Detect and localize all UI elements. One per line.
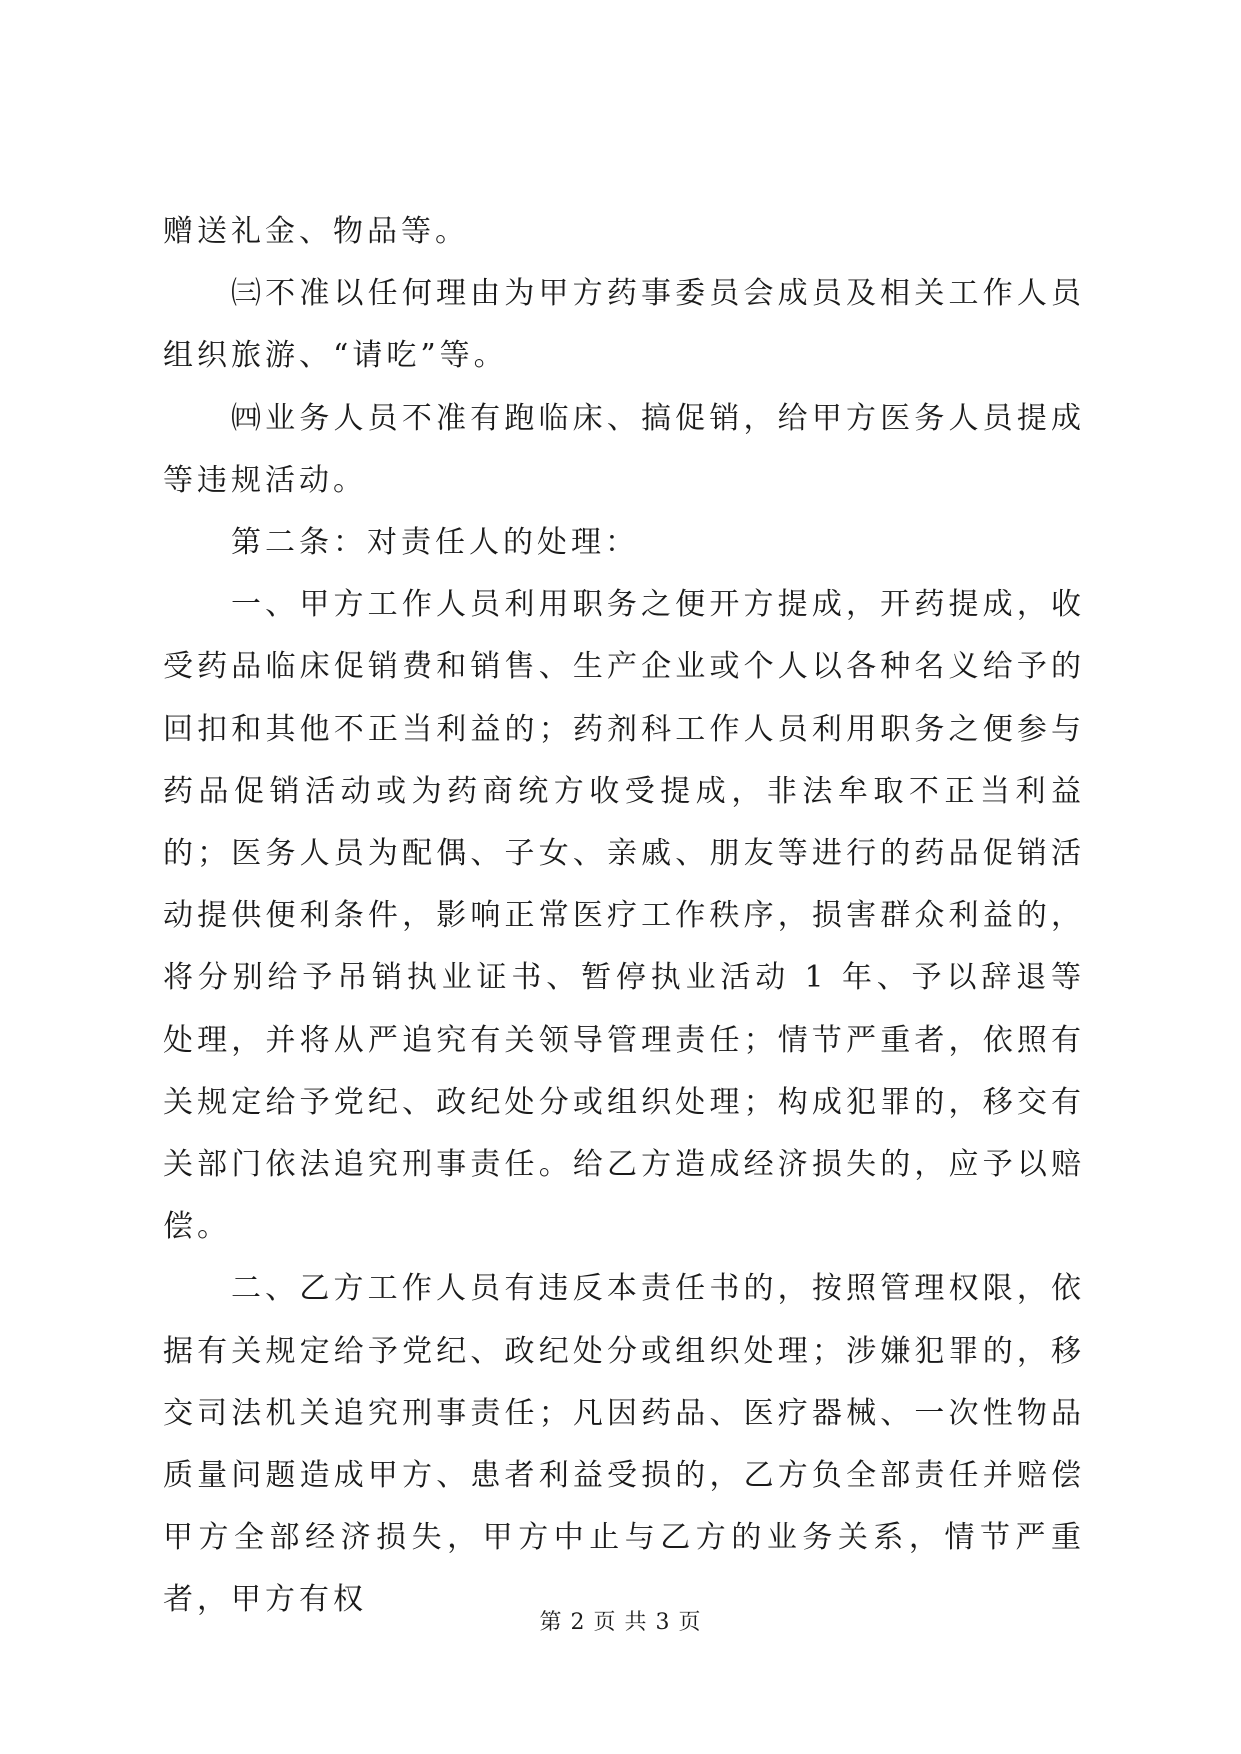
document-body — [163, 201, 1085, 1632]
page-footer: 第 2 页 共 3 页 — [539, 1610, 702, 1635]
paragraph-1: 赠送礼金、物品等。 — [163, 214, 469, 249]
paragraph-3: ㈣业务人员不准有跑临床、搞促销，给甲方医务人员提成等违规活动。 — [163, 400, 1085, 498]
paragraph-2: ㈢不准以任何理由为甲方药事委员会成员及相关工作人员组织旅游、“请吃”等。 — [163, 276, 1085, 374]
paragraph-clause-2: 二、乙方工作人员有违反本责任书的，按照管理权限，依据有关规定给予党纪、政纪处分或组织处理；涉嫌犯罪的，移交司法机关追究刑事责任；凡因药品、医疗器械、一次性物品质量问题造成甲方、患者利益受损的，乙方负全部责任并赔偿甲方全部经济损失，甲方中止与乙方的业务关系，情节严重者，甲方有权 — [163, 1271, 1085, 1618]
section-heading-article-2: 第二条：对责任人的处理： — [231, 525, 639, 561]
paragraph-clause-1: 一、甲方工作人员利用职务之便开方提成，开药提成，收受药品临床促销费和销售、生产企业或个人以各种名义给予的回扣和其他不正当利益的；药剂科工作人员利用职务之便参与药品促销活动或为药商统方收受提成，非法牟取不正当利益的；医务人员为配偶、子女、亲戚、朋友等进行的药品促销活动提供便利条件，影响正常医疗工作秩序，损害群众利益的，将分别给予吊销执业证书、暂停执业活动 1 年、予以辞退等处理，并将从严追究有关领导管理责任；情节严重者，依照有关规定给予党纪、政纪处分或组织处理；构成犯罪的，移交有关部门依法追究刑事责任。给乙方造成经济损失的，应予以赔偿。 — [163, 587, 1085, 1245]
